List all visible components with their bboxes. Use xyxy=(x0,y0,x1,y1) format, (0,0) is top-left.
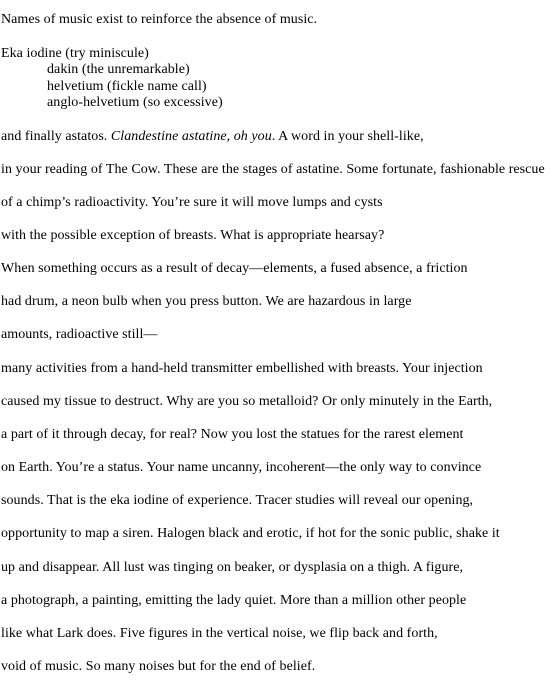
astatos-italic: Clandestine astatine, oh you xyxy=(110,129,272,144)
poem-line: of a chimp’s radioactivity. You’re sure it will move lumps and cysts xyxy=(1,195,383,210)
astatos-lead: and finally astatos. xyxy=(1,129,111,144)
poem-line: with the possible exception of breasts. What is appropriate hearsay? xyxy=(1,228,385,243)
names-list-item: anglo-helvetium (so excessive) xyxy=(47,95,223,110)
poem-line: in your reading of The Cow. These are the stages of astatine. Some fortunate, fashionable rescue xyxy=(1,162,545,177)
poem-line: up and disappear. All lust was tinging on beaker, or dysplasia on a thigh. A figure, xyxy=(1,560,464,575)
poem-line: on Earth. You’re a status. Your name uncanny, incoherent—the only way to convince xyxy=(1,460,482,475)
names-list-item: dakin (the unremarkable) xyxy=(47,62,190,77)
poem-line: a part of it through decay, for real? Now you lost the statues for the rarest element xyxy=(1,427,464,442)
poem-line: a photograph, a painting, emitting the lady quiet. More than a million other people xyxy=(1,593,467,608)
poem-line: opportunity to map a siren. Halogen black and erotic, if hot for the sonic public, shake it xyxy=(1,526,500,541)
poem-line: When something occurs as a result of decay—elements, a fused absence, a friction xyxy=(1,261,468,276)
poem-line: void of music. So many noises but for the end of belief. xyxy=(1,659,316,674)
poem-line: had drum, a neon bulb when you press button. We are hazardous in large xyxy=(1,294,412,309)
poem-line: caused my tissue to destruct. Why are you so metalloid? Or only minutely in the Earth, xyxy=(1,394,493,409)
opening-line: Names of music exist to reinforce the absence of music. xyxy=(1,12,318,27)
names-list-item: Eka iodine (try miniscule) xyxy=(1,46,149,61)
names-list-item: helvetium (fickle name call) xyxy=(47,79,207,94)
astatos-line xyxy=(1,129,424,145)
poem-line: amounts, radioactive still— xyxy=(1,327,158,342)
poem-line: sounds. That is the eka iodine of experience. Tracer studies will reveal our opening, xyxy=(1,493,474,508)
poem-line: many activities from a hand-held transmitter embellished with breasts. Your injection xyxy=(1,361,483,376)
poem-line: like what Lark does. Five figures in the vertical noise, we flip back and forth, xyxy=(1,626,438,641)
astatos-tail: . A word in your shell-like, xyxy=(271,129,424,144)
